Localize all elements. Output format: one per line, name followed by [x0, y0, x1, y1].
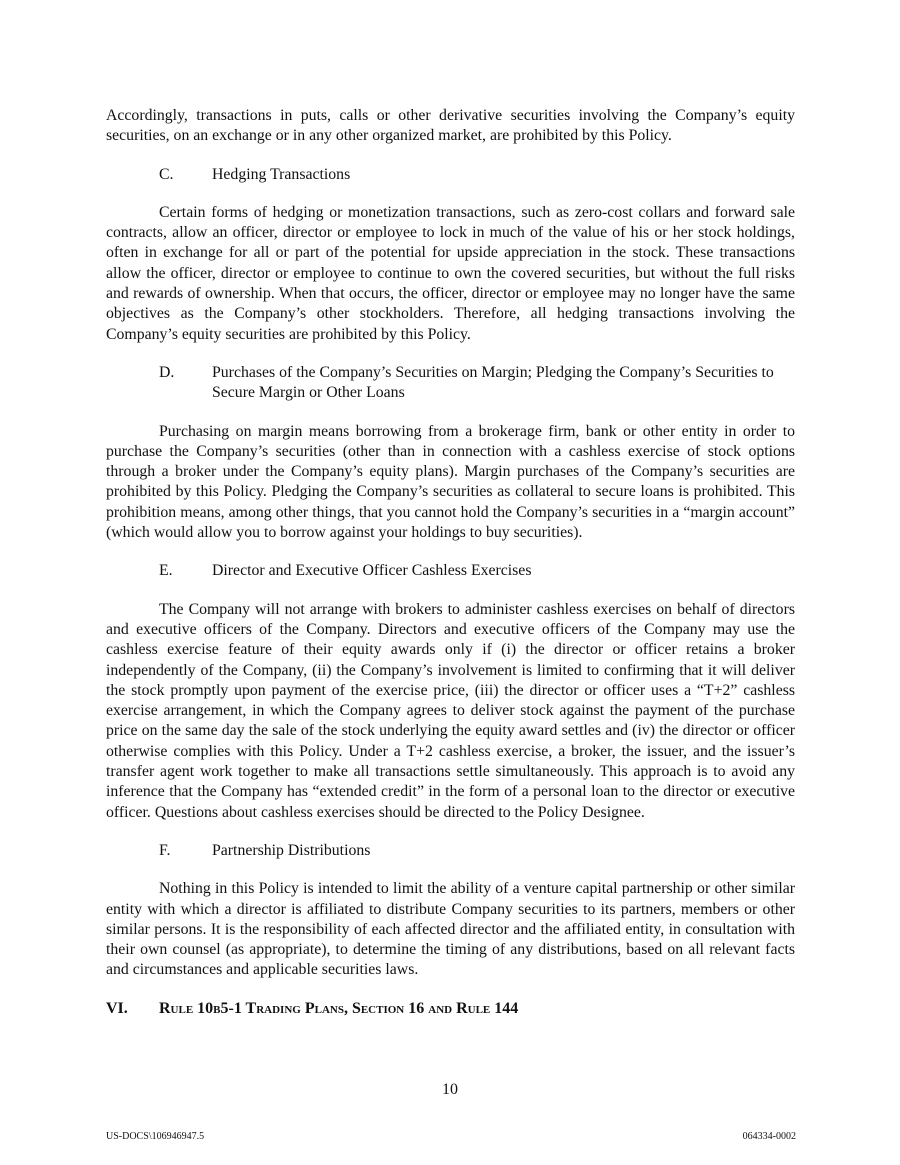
heading-d-letter: D.	[159, 363, 175, 381]
footer-doc-id: US-DOCS\106946947.5	[106, 1131, 205, 1142]
heading-f-letter: F.	[159, 841, 171, 859]
cashless-paragraph: The Company will not arrange with brokers to administer cashless exercises on behalf of directors and executive officers of the Company. Directors and executive officers of the Company may use the cashless exercise feature of their equity awards only if (i) the director or officer retains a broker independently of the Company, (ii) the Company’s involvement is limited to confirming that it will deliver the stock promptly upon payment of the exercise price, (iii) the director or officer uses a “T+2” cashless exercise arrangement, in which the Company agrees to deliver stock against the payment of the purchase price on the same day the sale of the stock underlying the equity award settles and (iv) the director or officer otherwise complies with this Policy. Under a T+2 cashless exercise, a broker, the issuer, and the issuer’s transfer agent work together to make all transactions settle simultaneously. This approach is to avoid any inference that the Company has “extended credit” in the form of a personal loan to the director or executive officer. Questions about cashless exercises should be directed to the Policy Designee.	[106, 600, 795, 821]
partnership-paragraph: Nothing in this Policy is intended to limit the ability of a venture capital partnership or other similar entity with which a director is affiliated to distribute Company securities to its partners, members or other similar persons. It is the responsibility of each affected director and the affiliated entity, in consultation with their own counsel (as appropriate), to determine the timing of any distributions, based on all relevant facts and circumstances and applicable securities laws.	[106, 880, 795, 979]
heading-d	[106, 363, 795, 404]
heading-e	[106, 561, 795, 581]
heading-e-letter: E.	[159, 562, 173, 580]
heading-c-title: Hedging Transactions	[212, 165, 351, 183]
heading-c	[106, 165, 795, 185]
heading-f-title: Partnership Distributions	[212, 841, 371, 859]
page-body	[106, 106, 795, 1019]
heading-d-title: Purchases of the Company’s Securities on Margin; Pledging the Company’s Securities to Secure Margin or Other Loans	[212, 363, 774, 402]
hedging-paragraph: Certain forms of hedging or monetization transactions, such as zero-cost collars and forward sale contracts, allow an officer, director or employee to lock in much of the value of his or her stock holdings, often in exchange for all or part of the potential for upside appreciation in the stock. These transactions allow the officer, director or employee to continue to own the covered securities, but without the full risks and rewards of ownership. When that occurs, the officer, director or employee may no longer have the same objectives as the Company’s other stockholders. Therefore, all hedging transactions involving the Company’s equity securities are prohibited by this Policy.	[106, 203, 795, 343]
section-title: Rule 10b5-1 Trading Plans, Section 16 and Rule 144	[159, 999, 519, 1017]
footer-matter-id: 064334-0002	[742, 1131, 796, 1142]
intro-paragraph: Accordingly, transactions in puts, calls or other derivative securities involving the Company’s equity securities, on an exchange or in any other organized market, are prohibited by this Policy.	[106, 107, 795, 145]
section-number: VI.	[106, 999, 128, 1017]
heading-c-letter: C.	[159, 165, 174, 183]
heading-f	[106, 841, 795, 861]
page-number: 10	[442, 1081, 458, 1098]
margin-paragraph: Purchasing on margin means borrowing from a brokerage firm, bank or other entity in order to purchase the Company’s securities (other than in connection with a cashless exercise of stock options through a broker under the Company’s equity plans). Margin purchases of the Company’s securities are prohibited by this Policy. Pledging the Company’s securities as collateral to secure loans is prohibited. This prohibition means, among other things, that you cannot hold the Company’s securities in a “margin account” (which would allow you to borrow against your holdings to buy securities).	[106, 422, 795, 542]
heading-e-title: Director and Executive Officer Cashless Exercises	[212, 562, 532, 580]
section-heading	[106, 999, 795, 1019]
